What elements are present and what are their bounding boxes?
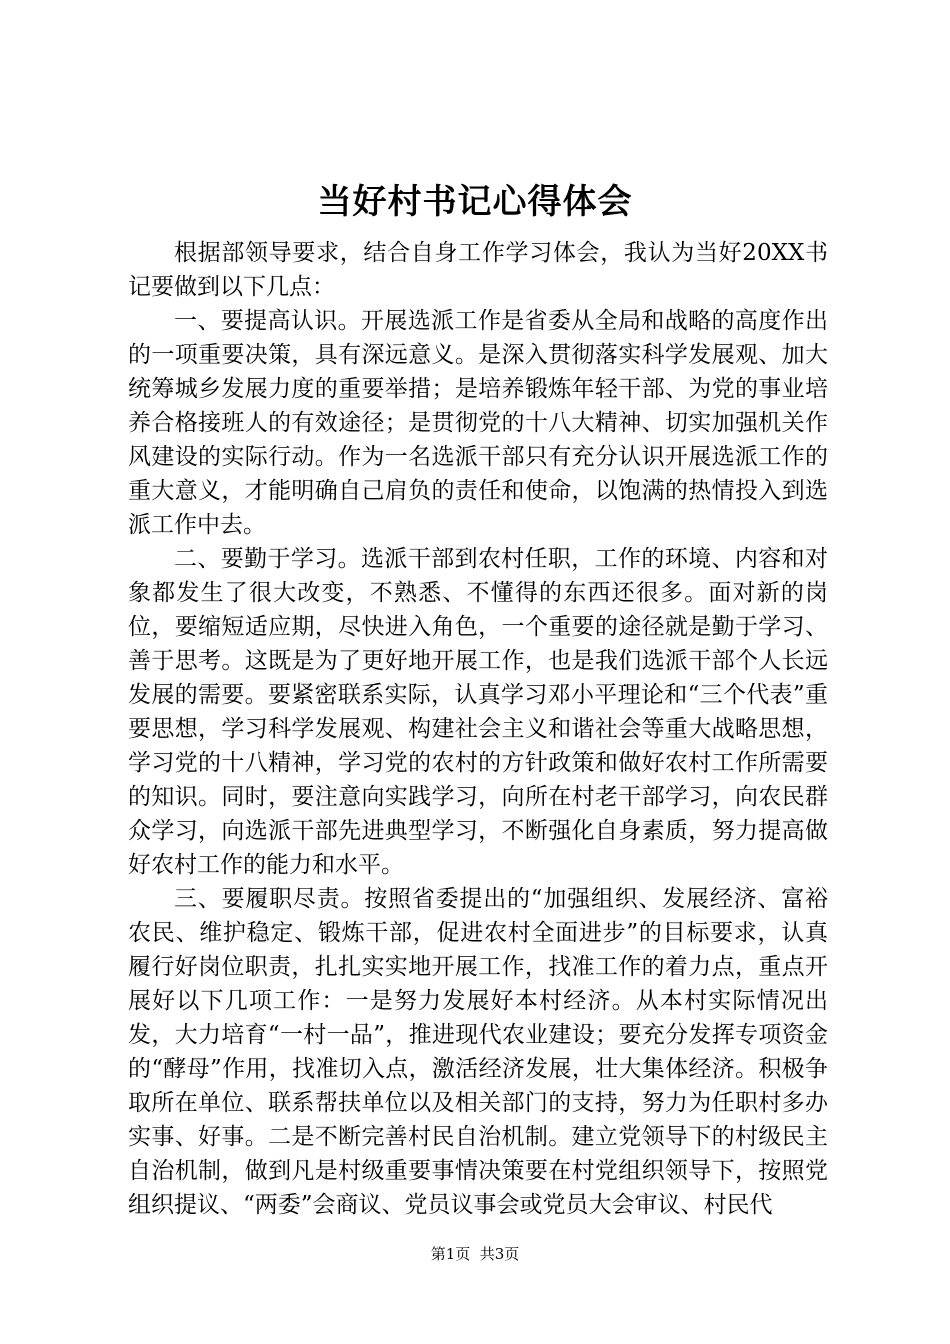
paragraph-intro: 根据部领导要求，结合自身工作学习体会，我认为当好20XX书记要做到以下几点： (128, 240, 828, 300)
document-body (128, 236, 828, 1222)
paragraph-section-2: 二、要勤于学习。选派干部到农村任职，工作的环境、内容和对象都发生了很大改变，不熟悉、不懂得的东西还很多。面对新的岗位，要缩短适应期，尽快进入角色，一个重要的途径就是勤于学习、善于思考。这既是为了更好地开展工作，也是我们选派干部个人长远发展的需要。要紧密联系实际，认真学习邓小平理论和“三个代表”重要思想，学习科学发展观、构建社会主义和谐社会等重大战略思想，学习党的十八精神，学习党的农村的方针政策和做好农村工作所需要的知识。同时，要注意向实践学习，向所在村老干部学习，向农民群众学习，向选派干部先进典型学习，不断强化自身素质，努力提高做好农村工作的能力和水平。 (128, 546, 828, 878)
document-title: 当好村书记心得体会 (317, 182, 633, 222)
page-footer (0, 1244, 950, 1264)
paragraph-section-1: 一、要提高认识。开展选派工作是省委从全局和战略的高度作出的一项重要决策，具有深远意义。是深入贯彻落实科学发展观、加大统筹城乡发展力度的重要举措；是培养锻炼年轻干部、为党的事业培养合格接班人的有效途径；是贯彻党的十八大精神、切实加强机关作风建设的实际行动。作为一名选派干部只有充分认识开展选派工作的重大意义，才能明确自己肩负的责任和使命，以饱满的热情投入到选派工作中去。 (128, 308, 828, 538)
page-number: 第1页 共3页 (430, 1245, 520, 1263)
paragraph-section-3: 三、要履职尽责。按照省委提出的“加强组织、发展经济、富裕农民、维护稳定、锻炼干部，促进农村全面进步”的目标要求，认真履行好岗位职责，扎扎实实地开展工作，找准工作的着力点，重点开展好以下几项工作：一是努力发展好本村经济。从本村实际情况出发，大力培育“一村一品”，推进现代农业建设；要充分发挥专项资金的“酵母”作用，找准切入点，激活经济发展，壮大集体经济。积极争取所在单位、联系帮扶单位以及相关部门的支持，努力为任职村多办实事、好事。二是不断完善村民自治机制。建立党领导下的村级民主自治机制，做到凡是村级重要事情决策要在村党组织领导下，按照党组织提议、“两委”会商议、党员议事会或党员大会审议、村民代 (128, 886, 828, 1218)
